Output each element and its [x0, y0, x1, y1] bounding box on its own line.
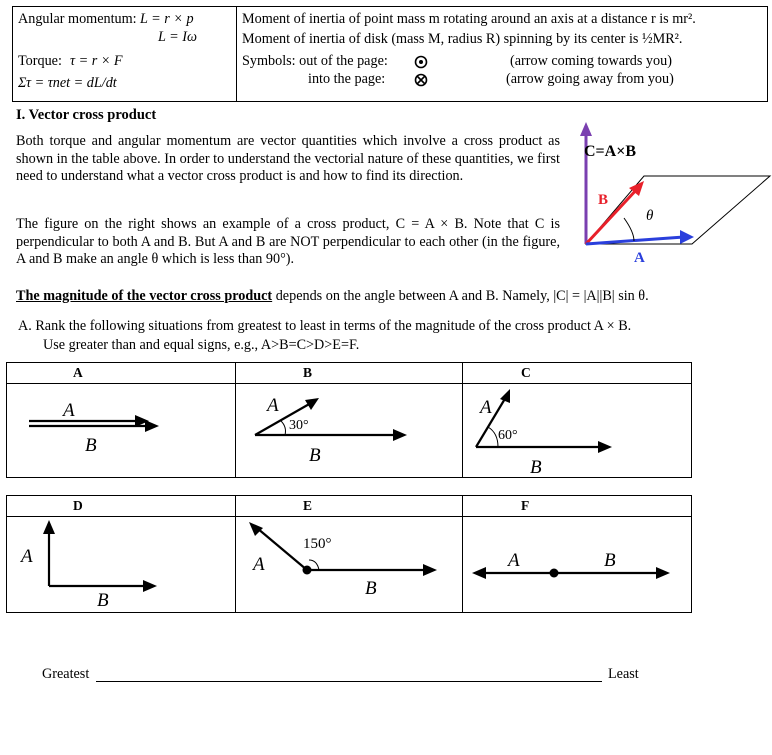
angular-momentum-eq1: L = r × p: [140, 11, 194, 27]
magnitude-line: [16, 288, 649, 305]
paragraph-example: The figure on the right shows an example of a cross product, C = A × B. Note that C is perpendicular to both A and B. But A and B are NOT perpendicular to each other (in the figure, A and B make an angle θ which is less than 90°).: [16, 216, 560, 267]
formula-table: [12, 6, 768, 102]
situation-e-diagram: [235, 516, 462, 612]
symbols-out-label: Symbols: out of the page:: [242, 53, 388, 69]
situations-grid-top: [6, 362, 692, 478]
situation-c-vec-a: A: [480, 397, 492, 418]
situation-e-vec-a: A: [253, 554, 265, 575]
symbols-out-desc: (arrow coming towards you): [510, 53, 672, 69]
paragraph-intro: Both torque and angular momentum are vector quantities which involve a cross product as shown in the table above. In order to understand the vectorial nature of these quantities, we first need to understand what a vector cross product is and how to find its direction.: [16, 133, 560, 184]
angular-momentum-eq2: L = Iω: [158, 29, 198, 45]
net-torque-eq: Στ = τnet = dL/dt: [18, 75, 117, 91]
question-a-example: Use greater than and equal signs, e.g., A>B=C>D>E=F.: [43, 337, 360, 353]
situation-e-vec-b: B: [365, 578, 377, 599]
figure-c-label: C=A×B: [584, 143, 637, 160]
situation-a-diagram: [7, 383, 235, 477]
situation-c-diagram: [462, 383, 690, 477]
out-of-page-icon: [414, 55, 428, 69]
situation-f-vec-a: A: [508, 550, 520, 571]
situation-f-diagram: [462, 516, 690, 612]
situation-b-diagram: [235, 383, 462, 477]
situation-e-label: E: [303, 498, 313, 513]
figure-a-label: A: [634, 250, 645, 266]
situation-c-vec-b: B: [530, 457, 542, 477]
formula-cell-left: [13, 7, 237, 102]
section-title: I. Vector cross product: [16, 107, 157, 123]
situation-d-vec-a: A: [21, 546, 33, 567]
figure-b-label: B: [598, 192, 609, 208]
situation-a-vec-a: A: [63, 400, 75, 421]
situation-c-angle: 60°: [498, 428, 518, 443]
situation-c-label: C: [521, 365, 531, 380]
ranking-least: Least: [608, 666, 639, 682]
situation-a-vec-b: B: [85, 435, 97, 456]
situation-d-diagram: [7, 516, 235, 612]
torque-eq: τ = r × F: [70, 53, 123, 69]
question-a: A. Rank the following situations from greatest to least in terms of the magnitude of the cross product A × B.: [18, 318, 632, 334]
ranking-answer-line[interactable]: [96, 681, 602, 682]
situation-b-vec-b: B: [309, 445, 321, 466]
symbols-into-label: into the page:: [308, 71, 386, 87]
situation-b-label: B: [303, 365, 313, 380]
figure-theta-label: θ: [646, 208, 654, 224]
ranking-greatest: Greatest: [42, 666, 90, 682]
magnitude-heading: The magnitude of the vector cross product: [16, 288, 273, 304]
situation-d-vec-b: B: [97, 590, 109, 611]
situation-b-vec-a: A: [267, 395, 279, 416]
magnitude-rest: depends on the angle between A and B. Namely, |C| = |A||B| sin θ.: [272, 288, 649, 304]
inertia-disk-text: Moment of inertia of disk (mass M, radius R) spinning by its center is ½MR².: [242, 31, 683, 47]
torque-label: Torque:: [18, 53, 62, 69]
situation-f-label: F: [521, 498, 530, 513]
cross-product-figure: [572, 120, 772, 270]
situation-e-angle: 150°: [303, 536, 332, 552]
situation-b-angle: 30°: [289, 418, 309, 433]
situation-d-label: D: [73, 498, 83, 513]
formula-cell-right: [237, 7, 768, 102]
angular-momentum-label: Angular momentum:: [18, 11, 137, 27]
inertia-point-text: Moment of inertia of point mass m rotating around an axis at a distance r is mr².: [242, 11, 696, 27]
situation-f-vec-b: B: [604, 550, 616, 571]
situations-grid-bottom: [6, 495, 692, 613]
situation-a-label: A: [73, 365, 83, 380]
into-page-icon: [414, 73, 428, 87]
symbols-into-desc: (arrow going away from you): [506, 71, 674, 87]
